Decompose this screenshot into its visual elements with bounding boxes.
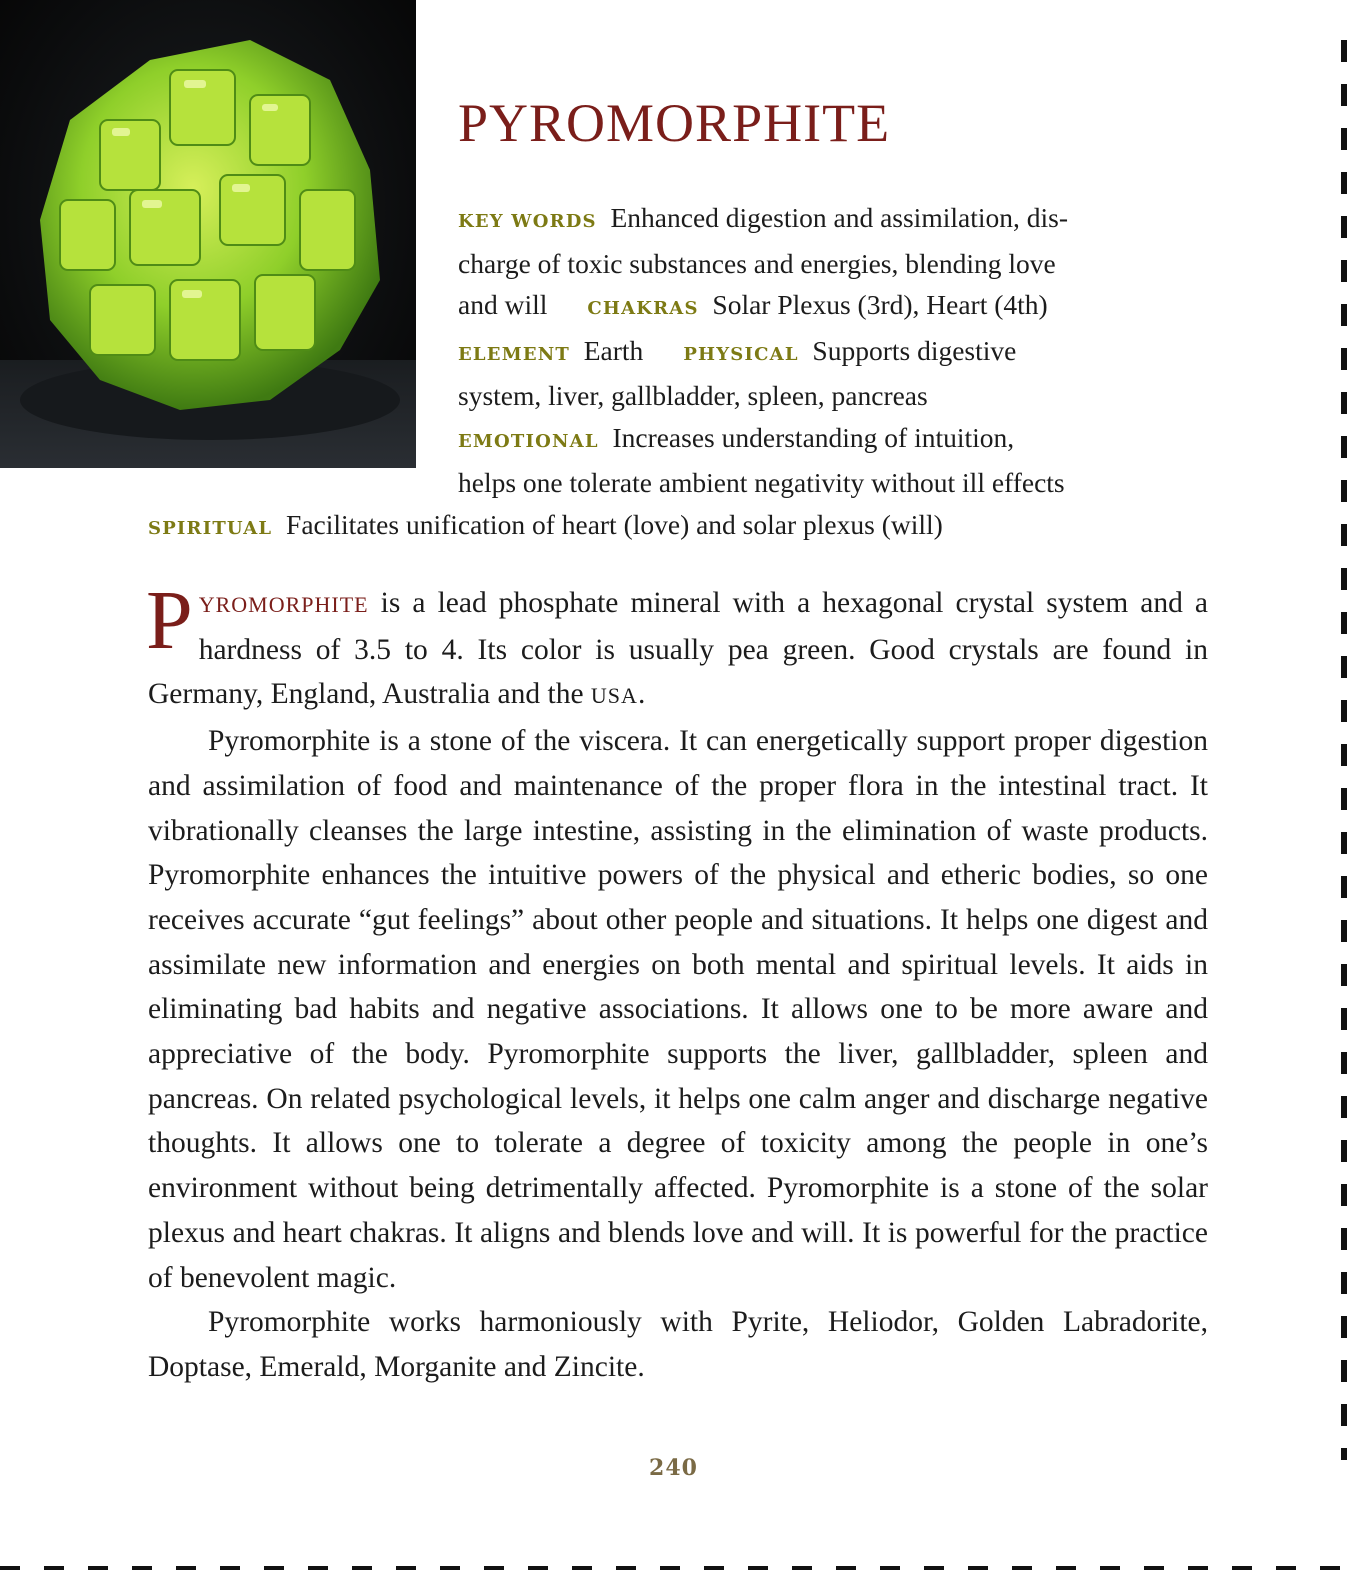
element-text: Earth [583,334,644,366]
paragraph-1-text: is a lead phosphate mineral with a hexagonal crystal system and a hardness of 3.5 to 4. Its color is usually pea green. Good crystals are found in Germany, England, Australia and the [148,587,1208,711]
usa-abbr: USA [590,683,638,709]
page-title: PYROMORPHITE [458,93,891,153]
key-words-label: KEY WORDS [458,211,597,232]
paragraph-1-end: . [637,678,646,711]
drop-cap: P [146,574,193,667]
spiritual-label: SPIRITUAL [148,517,273,539]
key-words-text-1: Enhanced digestion and assimilation, dis- [610,202,1068,233]
spiritual-line [148,504,1208,550]
paragraph-3: Pyromorphite works harmoniously with Pyrite, Heliodor, Golden Labradorite, Doptase, Emerald, Morganite and Zincite. [148,1306,1208,1383]
physical-label: PHYSICAL [683,343,799,365]
emotional-line-1 [148,417,1208,463]
chakras-label: CHAKRAS [587,298,699,319]
element-line [148,330,1208,376]
emotional-text-2: helps one tolerate ambient negativity without ill effects [458,467,1065,498]
article-body [146,574,1208,1390]
key-words-line-2 [148,243,1208,285]
key-words-line-1 [148,197,1208,243]
physical-text-1: Supports digestive [812,334,1017,366]
lead-word: YROMORPHITE [198,592,369,617]
key-words-line-3 [148,284,1208,330]
paragraph-1 [146,574,1208,719]
physical-text-2: system, liver, gallbladder, spleen, pancreas [458,380,928,411]
properties-block [148,197,1208,549]
chakras-text: Solar Plexus (3rd), Heart (4th) [712,289,1048,320]
paragraph-2: Pyromorphite is a stone of the viscera. It can energetically support proper digestion and assimilation of food and maintenance of the proper flora in the intestinal tract. It vibrationally cleanses the large intestine, assisting in the elimination of waste products. Pyromorphite enhances the intuitive powers of the physical and etheric bodies, so one receives accurate “gut feelings” about other people and situations. It helps one digest and assimilate new information and energies on both mental and spiritual levels. It aids in eliminating bad habits and negative associations. It allows one to be more aware and appreciative of the body. Pyromorphite supports the liver, gallbladder, spleen and pancreas. On related psychological levels, it helps one calm anger and discharge negative thoughts. It allows one to tolerate a degree of toxicity among the people in one’s environment without being detrimentally affected. Pyromorphite is a stone of the solar plexus and heart chakras. It aligns and blends love and will. It is powerful for the practice of benevolent magic. [148,725,1208,1294]
spiritual-text: Facilitates unification of heart (love) and solar plexus (will) [286,508,943,540]
key-words-text-2: charge of toxic substances and energies, blending love [458,247,1056,279]
emotional-text-1: Increases understanding of intuition, [612,421,1015,453]
right-edge-dashes [1341,40,1347,1460]
page-number: 240 [649,1455,698,1481]
emotional-label: EMOTIONAL [458,430,599,452]
key-words-text-3: and will [458,289,548,320]
physical-line-2 [148,375,1208,417]
bottom-edge-dashes [0,1566,1347,1570]
element-label: ELEMENT [458,343,570,365]
emotional-line-2 [148,462,1208,504]
